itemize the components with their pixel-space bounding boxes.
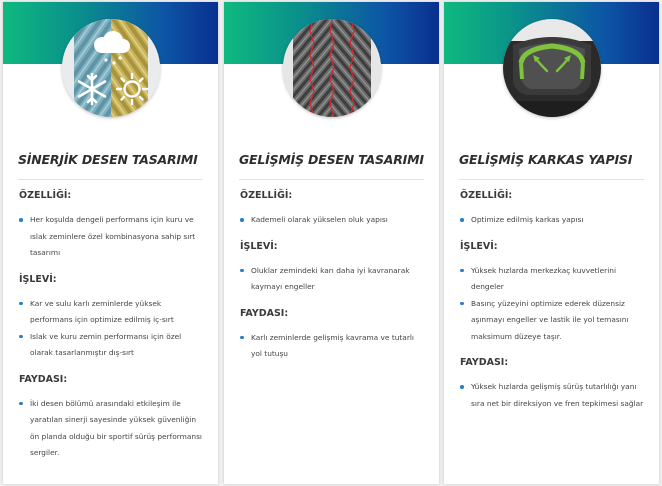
- feature-card-carcass: [444, 2, 659, 484]
- function-list: [19, 296, 204, 362]
- tire-snow-sun-icon: [62, 19, 160, 117]
- section-heading-function: İŞLEVİ:: [19, 273, 57, 285]
- list-item: Optimize edilmiş karkas yapısı: [460, 212, 645, 229]
- tire-carcass-icon: [503, 19, 601, 117]
- benefit-list: [460, 379, 645, 412]
- section-heading-function: İŞLEVİ:: [460, 240, 498, 252]
- list-item: Oluklar zemindeki karı daha iyi kavranarak kaymayı engeller: [240, 263, 425, 296]
- feature-list: [240, 212, 425, 229]
- section-heading-benefit: FAYDASI:: [19, 373, 68, 385]
- list-item: Basınç yüzeyini optimize ederek düzensiz aşınmayı engeller ve lastik ile yol temasını maksimum düzeye taşır.: [460, 296, 645, 346]
- function-list: [240, 263, 425, 296]
- benefit-list: [19, 396, 204, 462]
- benefit-list: [240, 330, 425, 363]
- section-heading-function: İŞLEVİ:: [240, 240, 278, 252]
- title-divider: [459, 179, 644, 180]
- feature-card-synergy: [3, 2, 218, 484]
- list-item: Kademeli olarak yükselen oluk yapısı: [240, 212, 425, 229]
- function-list: [460, 263, 645, 346]
- list-item: Yüksek hızlarda merkezkaç kuvvetlerini dengeler: [460, 263, 645, 296]
- title-divider: [18, 179, 203, 180]
- list-item: Kar ve sulu karlı zeminlerde yüksek performans için optimize edilmiş iç-sırt: [19, 296, 204, 329]
- list-item: Yüksek hızlarda gelişmiş sürüş tutarlılığı yanı sıra net bir direksiyon ve fren tepkimesi sağlar: [460, 379, 645, 412]
- section-heading-feature: ÖZELLİĞİ:: [460, 190, 513, 201]
- card-body: [240, 190, 425, 375]
- card-title: SİNERJİK DESEN TASARIMI: [18, 152, 198, 167]
- title-divider: [239, 179, 424, 180]
- card-body: [19, 190, 204, 474]
- feature-list: [19, 212, 204, 262]
- section-heading-benefit: FAYDASI:: [460, 357, 509, 368]
- list-item: Her koşulda dengeli performans için kuru ve ıslak zeminlere özel kombinasyona sahip sırt tasarımı: [19, 212, 204, 262]
- feature-list: [460, 212, 645, 229]
- section-heading-benefit: FAYDASI:: [240, 307, 289, 319]
- list-item: Karlı zeminlerde gelişmiş kavrama ve tutarlı yol tutuşu: [240, 330, 425, 363]
- section-heading-feature: ÖZELLİĞİ:: [19, 190, 72, 201]
- list-item: Islak ve kuru zemin performansı için özel olarak tasarlanmıştır dış-sırt: [19, 329, 204, 362]
- card-title: GELİŞMİŞ DESEN TASARIMI: [239, 152, 424, 167]
- card-title: GELİŞMİŞ KARKAS YAPISI: [459, 152, 633, 167]
- card-body: [460, 190, 645, 424]
- list-item: İki desen bölümü arasındaki etkileşim ile yaratılan sinerji sayesinde yüksek güvenliğin ön planda olduğu bir sportif sürüş performansı sergiler.: [19, 396, 204, 462]
- section-heading-feature: ÖZELLİĞİ:: [240, 190, 293, 201]
- feature-card-tread: [224, 2, 439, 484]
- tire-tread-groove-icon: [283, 19, 381, 117]
